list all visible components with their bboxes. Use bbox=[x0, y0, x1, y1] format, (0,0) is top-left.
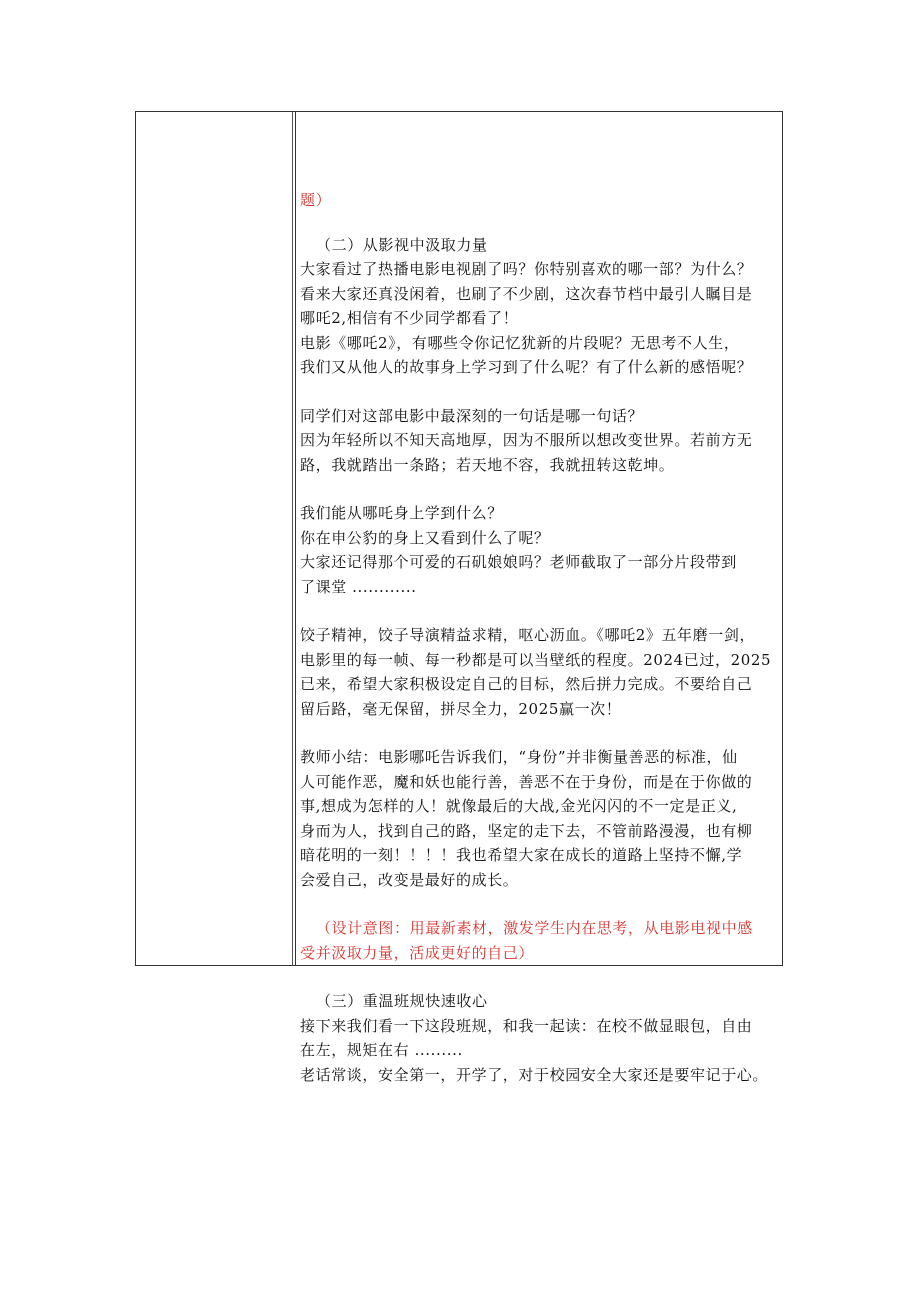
paragraph-line: 留后路，毫无保留，拼尽全力，2025赢一次！ bbox=[300, 699, 622, 718]
paragraph-line: 因为年轻所以不知天高地厚，因为不服所以想改变世界。若前方无 bbox=[300, 431, 753, 449]
design-intent-line: （设计意图：用最新素材，激发学生内在思考，从电影电视中感 bbox=[316, 919, 753, 937]
paragraph-line: 我们又从他人的故事身上学习到了什么呢？有了什么新的感悟呢？ bbox=[300, 358, 753, 376]
design-intent-fragment: 题） bbox=[300, 191, 332, 209]
paragraph-line: 了课堂 ............ bbox=[300, 577, 417, 596]
paragraph-line: 同学们对这部电影中最深刻的一句话是哪一句话？ bbox=[300, 406, 644, 425]
paragraph-line: 老话常谈，安全第一，开学了，对于校园安全大家还是要牢记于心。 bbox=[300, 1065, 769, 1084]
paragraph-line: 大家还记得那个可爱的石矶娘娘吗？老师截取了一部分片段带到 bbox=[300, 553, 737, 571]
section-heading: （二）从影视中汲取力量 bbox=[316, 235, 488, 254]
paragraph-line: 在左，规矩在右 ......... bbox=[300, 1041, 463, 1059]
lesson-plan-table bbox=[135, 111, 783, 1084]
paragraph-line: 电影里的每一帧、每一秒都是可以当壁纸的程度。2024已过，2025 bbox=[300, 650, 772, 669]
summary-line: 事,想成为怎样的人！就像最后的大战,金光闪闪的不一定是正义, bbox=[300, 797, 738, 815]
left-column-cell bbox=[136, 112, 296, 965]
paragraph-line: 我们能从哪吒身上学到什么？ bbox=[300, 504, 503, 522]
summary-line: 会爱自己，改变是最好的成长。 bbox=[300, 870, 519, 889]
paragraph-line: 电影《哪吒2》，有哪些令你记忆犹新的片段呢？无思考不人生， bbox=[300, 333, 740, 352]
paragraph-line: 接下来我们看一下这段班规，和我一起读：在校不做显眼包，自由 bbox=[300, 1016, 753, 1035]
paragraph-line: 哪吒2,相信有不少同学都看了！ bbox=[300, 309, 519, 327]
paragraph-line: 大家看过了热播电影电视剧了吗？你特别喜欢的哪一部？为什么？ bbox=[300, 260, 753, 278]
summary-line: 人可能作恶，魔和妖也能行善，善恶不在于身份，而是在于你做的 bbox=[300, 772, 753, 791]
paragraph-line: 路，我就踏出一条路；若天地不容，我就扭转这乾坤。 bbox=[300, 455, 675, 474]
paragraph-line: 看来大家还真没闲着，也刷了不少剧，这次春节档中最引人瞩目是 bbox=[300, 284, 753, 303]
summary-line: 暗花明的一刻！！！！我也希望大家在成长的道路上坚持不懈,学 bbox=[300, 846, 743, 864]
content-cell bbox=[300, 112, 782, 1084]
summary-line: 教师小结：电影哪吒告诉我们，“身份”并非衡量善恶的标准，仙 bbox=[300, 748, 738, 766]
design-intent-line: 受并汲取力量，活成更好的自己） bbox=[300, 943, 535, 962]
paragraph-line: 已来，希望大家积极设定自己的目标，然后拼力完成。不要给自己 bbox=[300, 675, 753, 693]
summary-line: 身而为人，找到自己的路，坚定的走下去，不管前路漫漫，也有柳 bbox=[300, 821, 753, 840]
section-heading: （三）重温班规快速收心 bbox=[316, 992, 488, 1010]
paragraph-line: 你在申公豹的身上又看到什么了呢？ bbox=[300, 528, 550, 547]
paragraph-line: 饺子精神，饺子导演精益求精，呕心沥血。《哪吒2》五年磨一剑， bbox=[300, 626, 756, 644]
